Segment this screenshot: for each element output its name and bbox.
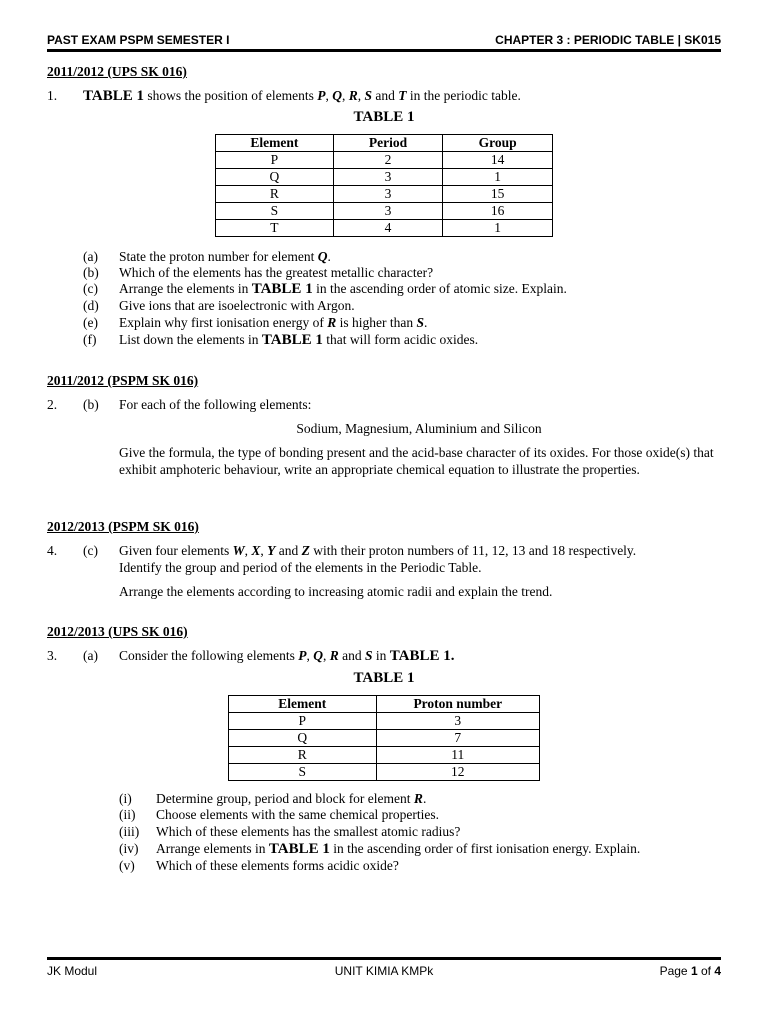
- question-item: Identify the group and period of the elements in the Periodic Table.: [119, 560, 482, 575]
- question-item: Explain why first ionisation energy of R is higher than S.: [119, 315, 428, 330]
- item-label: (iii): [119, 824, 140, 839]
- question-number: 4.: [47, 543, 58, 558]
- item-label: (v): [119, 858, 135, 873]
- question-number: 1.: [47, 88, 58, 103]
- question-item: For each of the following elements:: [119, 397, 312, 412]
- question-item: Determine group, period and block for element R.: [156, 791, 427, 806]
- table-cell: Q: [216, 169, 334, 186]
- table-row: [216, 152, 553, 169]
- item-label: (c): [83, 543, 98, 558]
- item-label: (iv): [119, 841, 139, 856]
- column-header: Proton number: [376, 696, 539, 713]
- table-cell: 1: [443, 169, 553, 186]
- table-cell: 3: [376, 713, 539, 730]
- table-row: [216, 169, 553, 186]
- table-cell: 12: [376, 764, 539, 781]
- item-label: (e): [83, 315, 98, 330]
- table-row: [216, 220, 553, 237]
- column-header: Element: [229, 696, 377, 713]
- table-cell: 16: [443, 203, 553, 220]
- table-row: [229, 747, 540, 764]
- section-heading: 2012/2013 (PSPM SK 016): [47, 519, 199, 534]
- table-cell: Q: [229, 730, 377, 747]
- item-label: (a): [83, 249, 98, 264]
- table-cell: 3: [333, 186, 443, 203]
- question-item: Consider the following elements P, Q, R and S in TABLE 1.: [119, 648, 455, 664]
- section-heading: 2011/2012 (UPS SK 016): [47, 64, 187, 79]
- item-label: (a): [83, 648, 98, 663]
- column-header: Period: [333, 135, 443, 152]
- table-row: [216, 186, 553, 203]
- table-cell: 3: [333, 203, 443, 220]
- item-label: (i): [119, 791, 132, 806]
- item-label: (ii): [119, 807, 136, 822]
- question-item: List down the elements in TABLE 1 that will form acidic oxides.: [119, 332, 479, 348]
- item-label: (f): [83, 332, 97, 347]
- question-item: Which of the elements has the greatest metallic character?: [119, 265, 434, 280]
- table-row: [229, 764, 540, 781]
- table-cell: R: [229, 747, 377, 764]
- table-cell: S: [216, 203, 334, 220]
- question-item: Give ions that are isoelectronic with Argon.: [119, 298, 355, 313]
- item-label: (d): [83, 298, 99, 313]
- table-cell: 4: [333, 220, 443, 237]
- page-number: Page 1 of 4: [659, 964, 721, 978]
- header-left: PAST EXAM PSPM SEMESTER I: [47, 33, 230, 47]
- header-rule: [47, 49, 721, 52]
- table-row: [216, 203, 553, 220]
- table-cell: 7: [376, 730, 539, 747]
- element-table: [215, 134, 553, 237]
- table-cell: 1: [443, 220, 553, 237]
- table-title: TABLE 1: [353, 670, 415, 686]
- header-right: CHAPTER 3 : PERIODIC TABLE | SK015: [495, 33, 721, 47]
- page-footer: [47, 964, 721, 980]
- column-header: Element: [216, 135, 334, 152]
- question-number: 2.: [47, 397, 58, 412]
- table-row: [229, 713, 540, 730]
- column-header: Group: [443, 135, 553, 152]
- table-cell: P: [229, 713, 377, 730]
- item-label: (b): [83, 397, 99, 412]
- table-cell: 15: [443, 186, 553, 203]
- page-header: [47, 33, 721, 49]
- table-cell: 11: [376, 747, 539, 764]
- footer-rule: [47, 957, 721, 960]
- footer-center: UNIT KIMIA KMPk: [334, 964, 434, 978]
- table-cell: S: [229, 764, 377, 781]
- table-cell: T: [216, 220, 334, 237]
- question-item: Choose elements with the same chemical properties.: [156, 807, 440, 822]
- table-cell: 14: [443, 152, 553, 169]
- question-item: Arrange the elements according to increasing atomic radii and explain the trend.: [119, 584, 553, 599]
- table-title: TABLE 1: [353, 109, 415, 125]
- item-label: (c): [83, 281, 98, 296]
- question-item: Which of these elements has the smallest atomic radius?: [156, 824, 461, 839]
- question-item: Arrange the elements in TABLE 1 in the ascending order of atomic size. Explain.: [119, 281, 567, 297]
- footer-left: JK Modul: [47, 964, 98, 978]
- question-item: Which of these elements forms acidic oxide?: [156, 858, 399, 873]
- table-header-row: [216, 135, 553, 152]
- question-paragraph: Give the formula, the type of bonding present and the acid-base character of its oxides. For those oxide(s) that exhibit amphoteric behaviour, write an appropriate chemical equation to illustrate the properties.: [119, 445, 714, 477]
- table-cell: P: [216, 152, 334, 169]
- question-intro: TABLE 1 shows the position of elements P, Q, R, S and T in the periodic table.: [83, 88, 521, 104]
- question-number: 3.: [47, 648, 58, 663]
- table-cell: 3: [333, 169, 443, 186]
- table-cell: 2: [333, 152, 443, 169]
- question-item: Given four elements W, X, Y and Z with their proton numbers of 11, 12, 13 and 18 respectively.: [119, 543, 637, 558]
- table-row: [229, 730, 540, 747]
- element-list: Sodium, Magnesium, Aluminium and Silicon: [296, 421, 542, 436]
- proton-number-table: [228, 695, 540, 781]
- question-item: Arrange elements in TABLE 1 in the ascending order of first ionisation energy. Explain.: [156, 841, 641, 857]
- question-item: State the proton number for element Q.: [119, 249, 331, 264]
- table-cell: R: [216, 186, 334, 203]
- item-label: (b): [83, 265, 99, 280]
- section-heading: 2011/2012 (PSPM SK 016): [47, 373, 199, 388]
- table-header-row: [229, 696, 540, 713]
- section-heading: 2012/2013 (UPS SK 016): [47, 624, 188, 639]
